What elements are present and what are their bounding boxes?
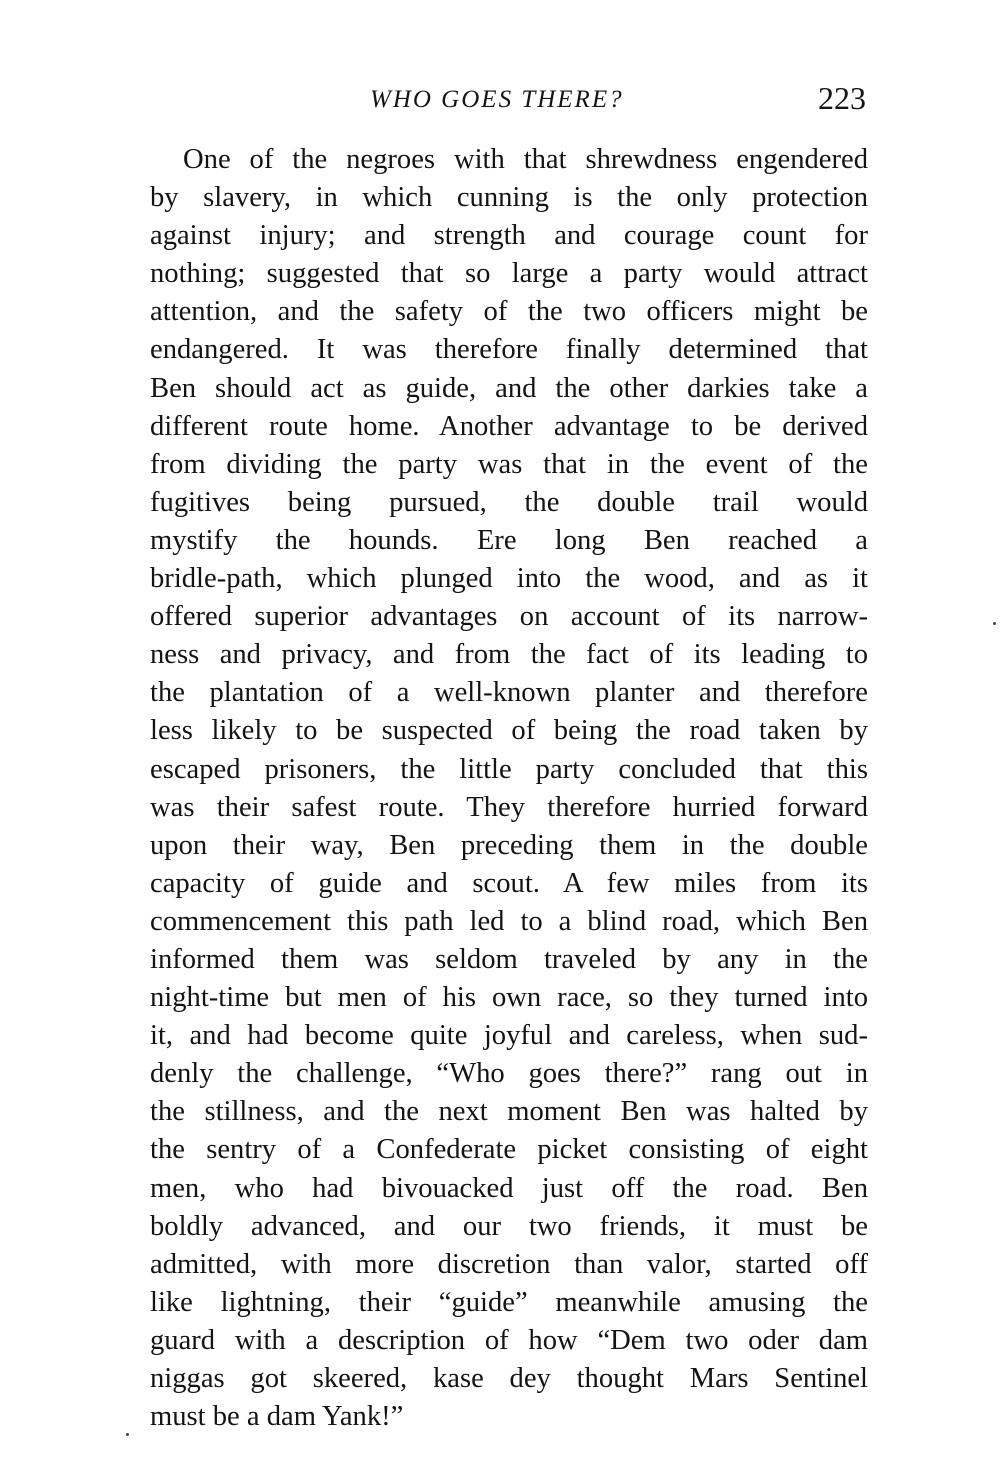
text-line: like lightning, their “guide” meanwhile amusing the bbox=[150, 1286, 868, 1318]
text-line: mystify the hounds. Ere long Ben reached a bbox=[150, 524, 868, 556]
text-line: escaped prisoners, the little party concluded that this bbox=[150, 753, 868, 785]
text-line: nothing; suggested that so large a party would attract bbox=[150, 258, 868, 290]
page-number: 223 bbox=[818, 80, 866, 116]
text-line: different route home. Another advantage to be derived bbox=[150, 410, 868, 442]
text-line: guard with a description of how “Dem two oder dam bbox=[150, 1324, 868, 1356]
text-line: niggas got skeered, kase dey thought Mars Sentinel bbox=[150, 1363, 868, 1394]
running-head bbox=[150, 80, 868, 124]
text-line: denly the challenge, “Who goes there?” rang out in bbox=[150, 1058, 868, 1090]
scan-speck bbox=[993, 622, 996, 625]
scan-speck bbox=[126, 1433, 129, 1436]
text-line: less likely to be suspected of being the road taken by bbox=[150, 715, 868, 747]
text-line: night-time but men of his own race, so they turned into bbox=[150, 982, 868, 1014]
text-line: boldly advanced, and our two friends, it must be bbox=[150, 1210, 868, 1242]
text-line: fugitives being pursued, the double trail would bbox=[150, 486, 868, 518]
text-line: was their safest route. They therefore hurried forward bbox=[150, 791, 868, 823]
text-line: the stillness, and the next moment Ben was halted by bbox=[150, 1096, 868, 1128]
text-line: attention, and the safety of the two officers might be bbox=[150, 296, 868, 328]
text-line: it, and had become quite joyful and careless, when sud- bbox=[150, 1020, 868, 1052]
text-line: Ben should act as guide, and the other darkies take a bbox=[150, 372, 868, 404]
text-line: against injury; and strength and courage count for bbox=[150, 220, 868, 252]
text-line: capacity of guide and scout. A few miles from its bbox=[150, 867, 868, 899]
text-line: by slavery, in which cunning is the only protection bbox=[150, 182, 868, 214]
text-line: endangered. It was therefore finally determined that bbox=[150, 334, 868, 366]
running-title: WHO GOES THERE? bbox=[370, 86, 624, 113]
text-line: ness and privacy, and from the fact of its leading to bbox=[150, 639, 868, 671]
text-line: the sentry of a Confederate picket consisting of eight bbox=[150, 1134, 868, 1166]
text-line: One of the negroes with that shrewdness engendered bbox=[183, 144, 868, 175]
text-line: commencement this path led to a blind road, which Ben bbox=[150, 905, 868, 937]
text-line: must be a dam Yank!” bbox=[150, 1401, 404, 1433]
body-text bbox=[150, 141, 868, 1436]
text-line: admitted, with more discretion than valor, started off bbox=[150, 1248, 868, 1280]
text-line: offered superior advantages on account of its narrow- bbox=[150, 601, 868, 633]
text-line: from dividing the party was that in the event of the bbox=[150, 448, 868, 480]
text-line: informed them was seldom traveled by any in the bbox=[150, 943, 868, 975]
text-line: bridle-path, which plunged into the wood, and as it bbox=[150, 563, 868, 595]
text-line: upon their way, Ben preceding them in the double bbox=[150, 829, 868, 861]
text-line: the plantation of a well-known planter and therefore bbox=[150, 677, 868, 709]
text-line: men, who had bivouacked just off the road. Ben bbox=[150, 1172, 868, 1204]
